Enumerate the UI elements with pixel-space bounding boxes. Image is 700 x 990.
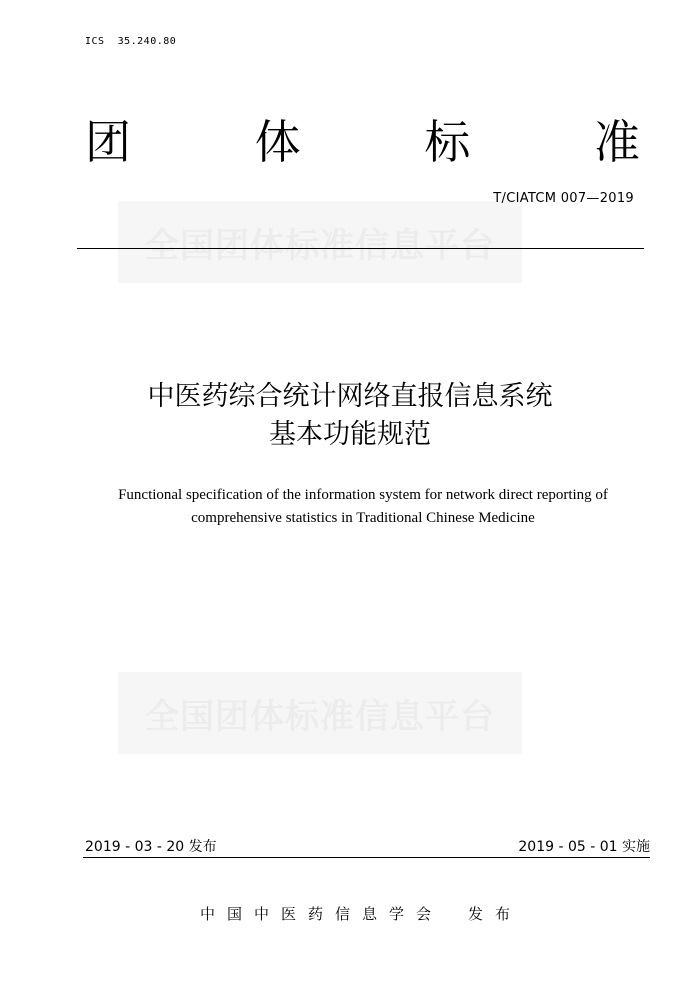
watermark-text: 全国团体标准信息平台 — [145, 225, 495, 266]
ics-code: ICS 35.240.80 — [85, 36, 177, 47]
document-category-title — [85, 112, 640, 172]
category-char-3: 标 — [424, 115, 471, 169]
category-char-1: 团 — [85, 115, 131, 169]
header-divider — [77, 248, 644, 249]
category-char-2: 体 — [254, 115, 301, 169]
category-char-4: 准 — [593, 115, 640, 169]
watermark-top — [118, 201, 522, 283]
english-title-line-1: Functional specification of the information system for network direct reporting of — [118, 487, 608, 503]
english-title — [80, 484, 646, 530]
english-title-line-2: comprehensive statistics in Traditional Chinese Medicine — [191, 510, 535, 526]
standard-number: T/CIATCM 007—2019 — [493, 191, 634, 206]
watermark-text: 全国团体标准信息平台 — [145, 696, 495, 737]
publisher-organization: 中国中医药信息学会 — [200, 904, 444, 923]
chinese-title-line-2: 基本功能规范 — [269, 419, 431, 450]
chinese-title — [0, 378, 700, 454]
publish-label: 发布 — [467, 904, 522, 923]
implementation-date: 2019 - 05 - 01 实施 — [518, 839, 650, 855]
watermark-bottom — [118, 672, 522, 754]
issue-date: 2019 - 03 - 20 发布 — [85, 839, 217, 855]
publisher-line — [200, 901, 522, 925]
footer-divider — [83, 857, 650, 858]
date-row — [85, 837, 650, 857]
chinese-title-line-1: 中医药综合统计网络直报信息系统 — [147, 381, 553, 412]
